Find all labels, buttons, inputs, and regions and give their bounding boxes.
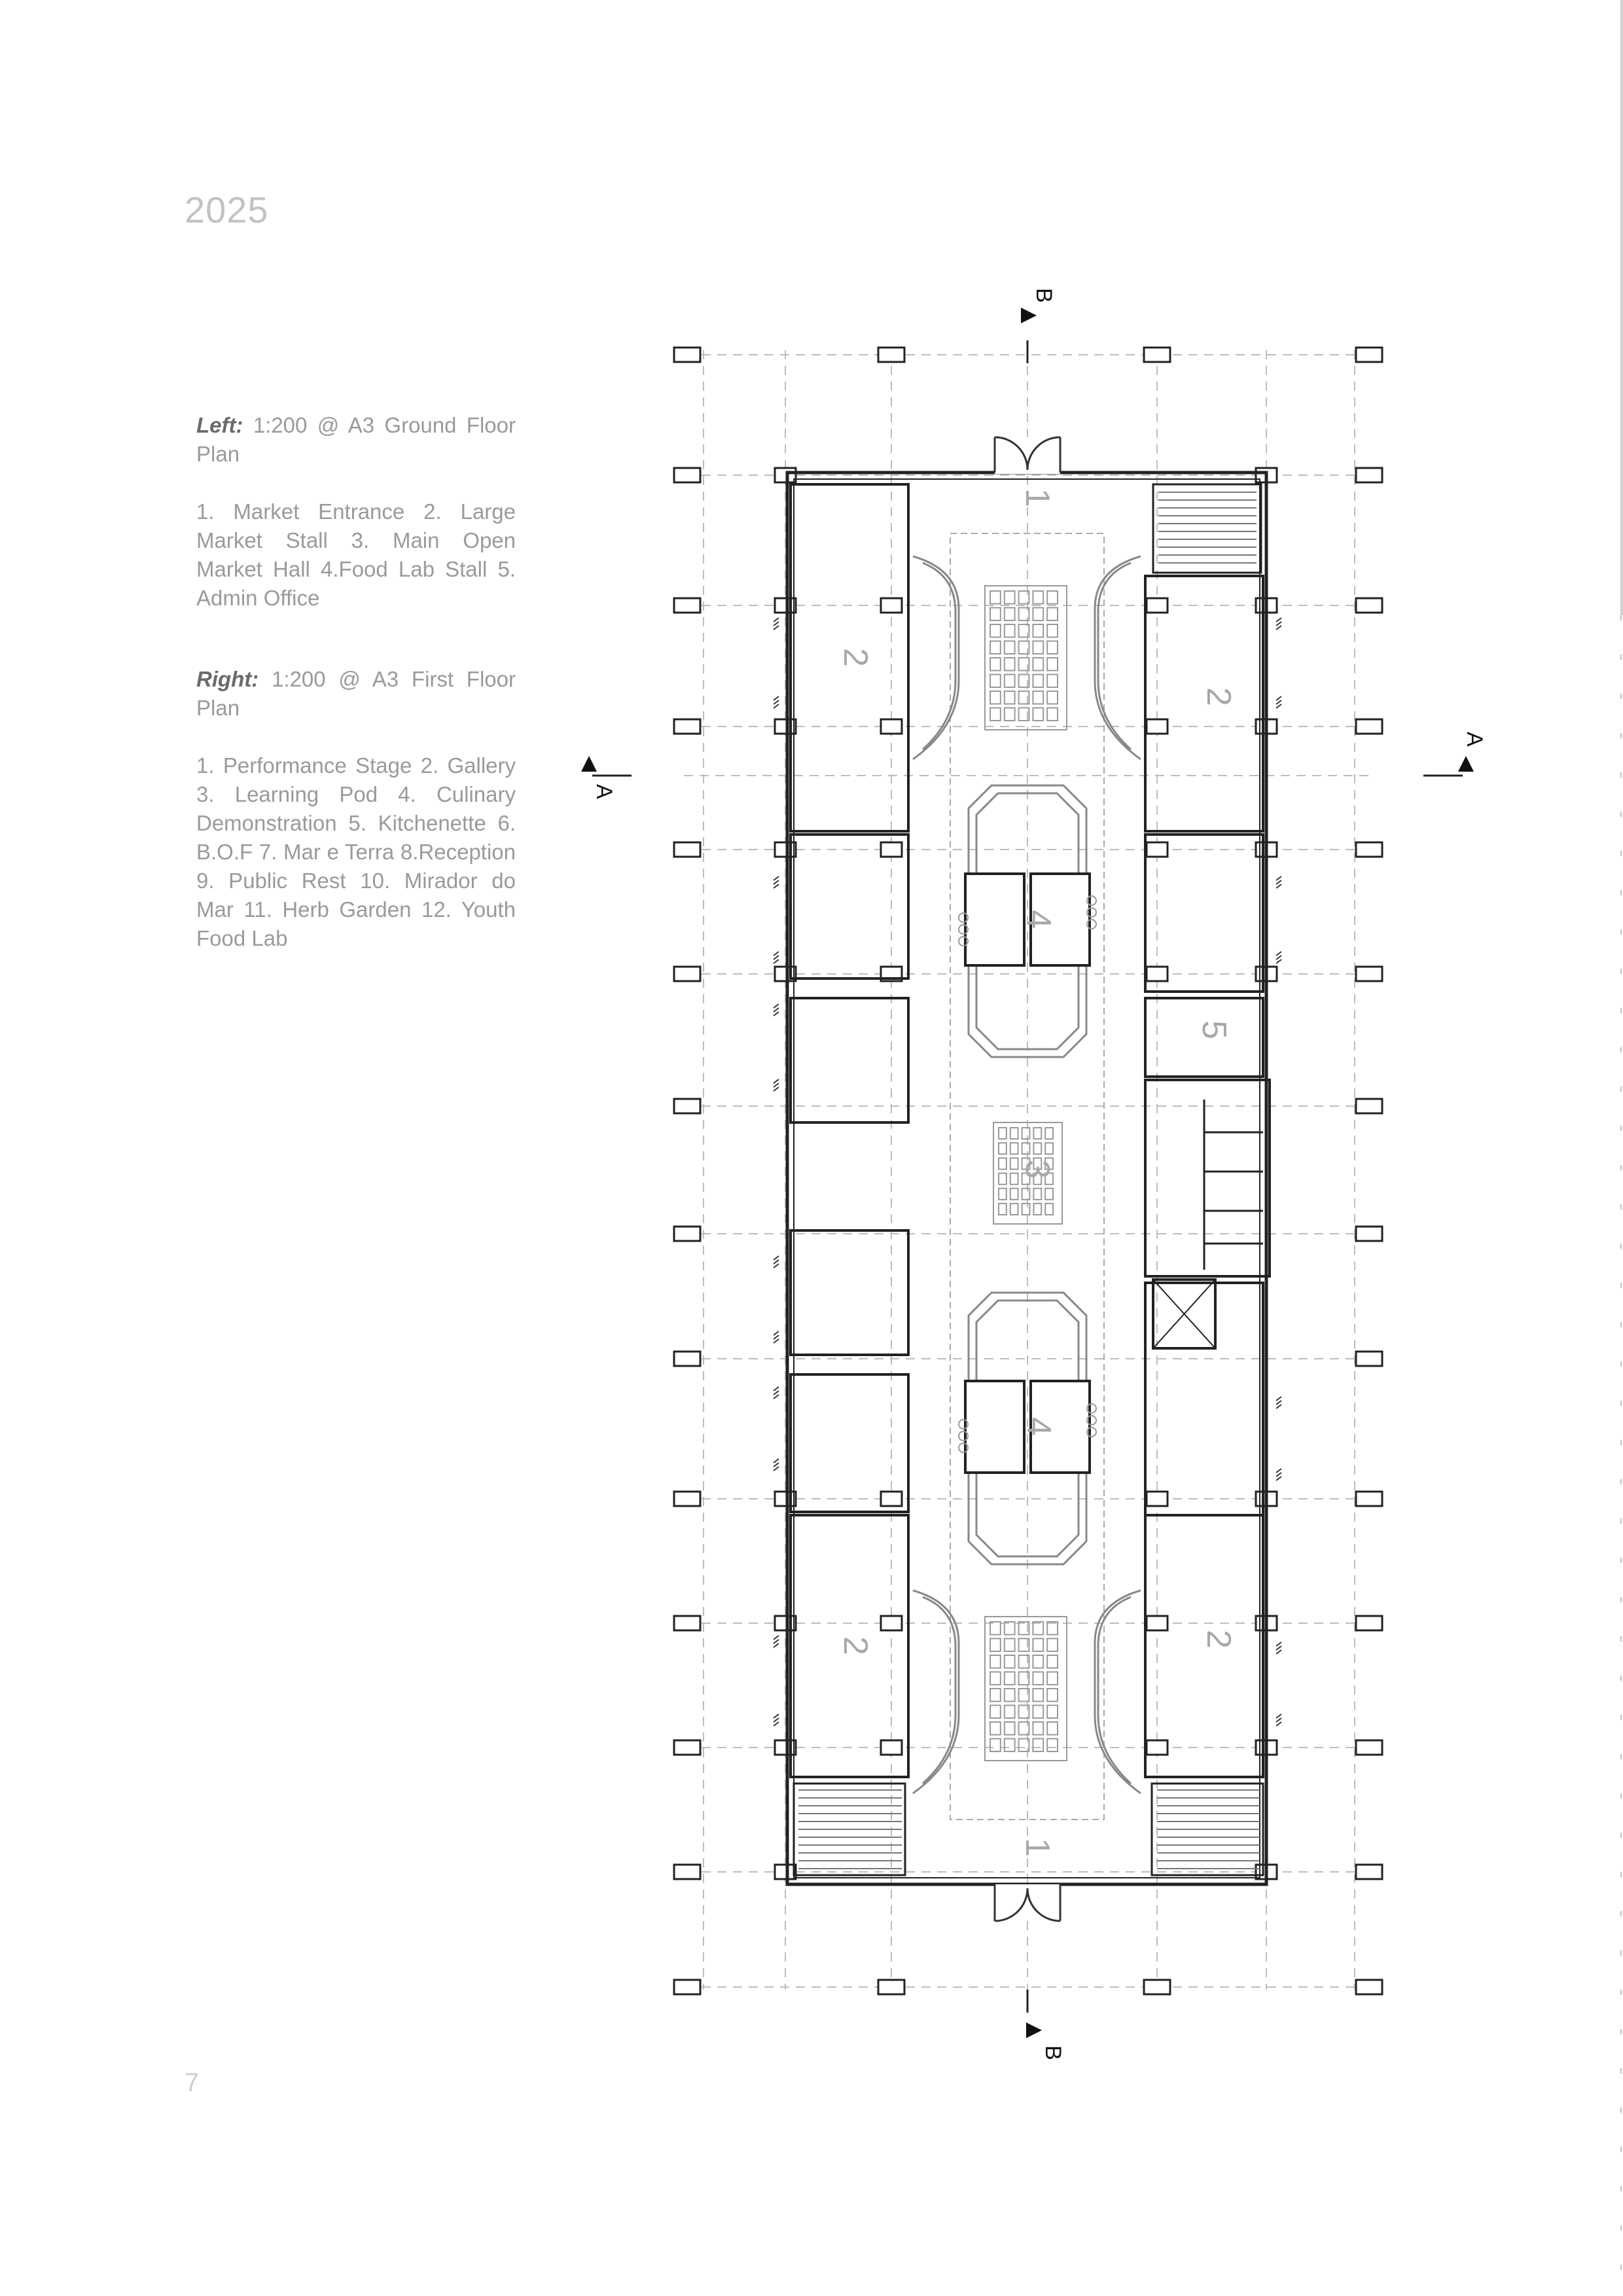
table-seat	[1047, 658, 1058, 671]
window-mark	[774, 876, 779, 888]
column-pad	[1356, 348, 1382, 362]
table-seat	[1033, 641, 1043, 655]
table-seat	[1033, 1655, 1043, 1668]
table-seat	[1005, 1689, 1015, 1702]
table-seat	[990, 1722, 1001, 1735]
table-seat	[1033, 624, 1043, 637]
table-seat	[999, 1174, 1007, 1185]
column-pad	[881, 598, 902, 613]
column-pad	[674, 842, 700, 857]
toilet-block	[1204, 1100, 1263, 1270]
window-mark	[1276, 876, 1281, 888]
column-pad	[1356, 468, 1382, 482]
table-seat	[990, 1639, 1001, 1652]
table-seat	[1033, 1672, 1043, 1685]
column-pad	[674, 1865, 700, 1879]
column-pad	[674, 1492, 700, 1506]
table-seat	[1005, 608, 1015, 621]
left-plan-heading: Left:	[196, 413, 243, 437]
section-marker-b-bottom	[1026, 1990, 1065, 2060]
column-pad	[881, 719, 902, 734]
window-mark	[774, 1714, 779, 1726]
room-number-foodlab-upper: 4	[1020, 910, 1058, 929]
column-pad	[1147, 1740, 1168, 1755]
table-seat	[990, 624, 1001, 637]
room-number-entrance-bottom: 1	[1018, 1838, 1056, 1857]
column-pad	[1147, 1492, 1168, 1506]
table-seat	[1033, 608, 1043, 621]
table-seat	[1047, 1739, 1058, 1752]
column-pad	[1356, 1099, 1382, 1113]
table-seat	[999, 1189, 1007, 1200]
column-pad	[775, 719, 796, 734]
right-plan-items: 1. Performance Stage 2. Gallery 3. Learning Pod 4. Culinary Demonstration 5. Kitchenette 6. B.O.F 7. Mar e Terra 8.Reception 9. Public Rest 10. Mirador do Mar 11. Herb Garden 12. Youth Food Lab	[196, 753, 516, 950]
table-seat	[990, 641, 1001, 655]
column-pad	[1356, 1492, 1382, 1506]
section-marker-a-right	[1423, 732, 1487, 776]
window-mark	[774, 1256, 779, 1268]
table-seat	[990, 608, 1001, 621]
table-seat	[1047, 1722, 1058, 1735]
table-seat	[1033, 1639, 1043, 1652]
table-seat	[1005, 675, 1015, 688]
table-seat	[1047, 675, 1058, 688]
section-label-a-right: A	[1462, 732, 1487, 747]
table-seat	[999, 1158, 1007, 1169]
table-seat	[1010, 1143, 1018, 1154]
column-pad	[1147, 1616, 1168, 1630]
column-pad	[775, 1740, 796, 1755]
column-pad	[775, 1865, 796, 1879]
table-seat	[1005, 641, 1015, 655]
table-seat	[1047, 708, 1058, 721]
table-seat	[1010, 1128, 1018, 1139]
table-seat	[999, 1128, 1007, 1139]
column-pad	[1356, 1865, 1382, 1879]
table-seat	[1010, 1189, 1018, 1200]
section-marker-b-top	[1021, 288, 1056, 363]
year-label: 2025	[185, 189, 269, 230]
right-plan-heading: Right:	[196, 667, 259, 691]
table-seat	[1010, 1204, 1018, 1215]
table-seat	[1047, 691, 1058, 704]
table-seat	[1045, 1143, 1053, 1154]
window-mark	[774, 696, 779, 708]
table-seat	[1033, 1128, 1041, 1139]
table-seat	[999, 1143, 1007, 1154]
column-pad	[674, 1227, 700, 1241]
table-seat	[1022, 1189, 1030, 1200]
column-pad	[878, 1980, 904, 1994]
table-seat	[1022, 1143, 1030, 1154]
table-seat	[1005, 591, 1015, 604]
table-seat	[1033, 691, 1043, 704]
table-seat	[990, 658, 1001, 671]
column-pad	[674, 719, 700, 734]
column-pad	[775, 842, 796, 857]
table-seat	[1047, 624, 1058, 637]
table-seat	[1047, 1655, 1058, 1668]
column-pad	[674, 1099, 700, 1113]
table-seat	[1033, 675, 1043, 688]
left-plan-scale: 1:200 @ A3 Ground Floor Plan	[196, 413, 516, 466]
window-mark	[1276, 618, 1281, 630]
table-seat	[990, 708, 1001, 721]
column-pad	[775, 598, 796, 613]
table-seat	[999, 1204, 1007, 1215]
section-label-b-bottom: B	[1041, 2045, 1065, 2060]
room-number-stall-lower-left: 2	[836, 1636, 874, 1655]
column-pad	[881, 842, 902, 857]
room-number-entrance-top: 1	[1018, 488, 1056, 507]
table-seat	[1033, 591, 1043, 604]
table-seat	[1005, 1655, 1015, 1668]
column-pad	[1356, 1980, 1382, 1994]
table-seat	[1047, 1639, 1058, 1652]
table-seat	[1033, 708, 1043, 721]
page-number: 7	[185, 2068, 200, 2097]
table-seat	[1047, 1672, 1058, 1685]
room-number-stall-lower-right: 2	[1200, 1630, 1238, 1649]
window-mark	[1276, 1642, 1281, 1654]
window-mark	[774, 1387, 779, 1399]
table-seat	[1047, 641, 1058, 655]
window-mark	[774, 1331, 779, 1343]
column-pad	[1356, 598, 1382, 613]
table-seat	[990, 591, 1001, 604]
table-seat	[1033, 658, 1043, 671]
table-seat	[990, 1689, 1001, 1702]
table-seat	[1005, 1639, 1015, 1652]
column-pad	[1356, 842, 1382, 857]
room-number-office: 5	[1195, 1020, 1233, 1039]
table-seat	[1033, 1722, 1043, 1735]
section-label-b-top: B	[1031, 288, 1056, 303]
section-label-a-left: A	[592, 784, 616, 799]
column-pad	[878, 348, 904, 362]
table-seat	[1047, 1706, 1058, 1719]
column-pad	[674, 468, 700, 482]
table-seat	[990, 1655, 1001, 1668]
column-pad	[1356, 719, 1382, 734]
window-mark	[774, 1636, 779, 1647]
table-seat	[1047, 608, 1058, 621]
table-seat	[1033, 1706, 1043, 1719]
table-seat	[1005, 708, 1015, 721]
column-pad	[674, 598, 700, 613]
window-mark	[1276, 1714, 1281, 1726]
table-seat	[1045, 1204, 1053, 1215]
table-seat	[990, 675, 1001, 688]
table-seat	[1005, 691, 1015, 704]
table-seat	[1005, 1706, 1015, 1719]
right-plan-scale: 1:200 @ A3 First Floor Plan	[196, 667, 516, 720]
column-pad	[775, 1492, 796, 1506]
window-mark	[1276, 1397, 1281, 1408]
column-pad	[1356, 1227, 1382, 1241]
window-mark	[1276, 952, 1281, 963]
column-pad	[1147, 719, 1168, 734]
column-pad	[1144, 1980, 1170, 1994]
column-pad	[1356, 1616, 1382, 1630]
column-pad	[1144, 348, 1170, 362]
table-seat	[1033, 1189, 1041, 1200]
room-number-hall: 3	[1018, 1160, 1056, 1179]
left-plan-items: 1. Market Entrance 2. Large Market Stall 3. Main Open Market Hall 4.Food Lab Stall 5. Admin Office	[196, 499, 516, 610]
column-pad	[881, 1616, 902, 1630]
lift-shaft	[1153, 1280, 1215, 1348]
table-seat	[1005, 658, 1015, 671]
column-pad	[1147, 598, 1168, 613]
table-seat	[1005, 1739, 1015, 1752]
window-mark	[774, 952, 779, 963]
column-pad	[1147, 967, 1168, 981]
column-pad	[881, 1740, 902, 1755]
column-pad	[674, 348, 700, 362]
table-seat	[990, 691, 1001, 704]
table-seat	[990, 1672, 1001, 1685]
column-pad	[674, 1740, 700, 1755]
table-seat	[1045, 1128, 1053, 1139]
column-pad	[1147, 842, 1168, 857]
column-pad	[1356, 967, 1382, 981]
window-mark	[1276, 696, 1281, 708]
room-number-stall-upper-right: 2	[1200, 687, 1238, 706]
window-mark	[774, 1079, 779, 1091]
column-pad	[775, 1616, 796, 1630]
section-marker-a-left	[581, 756, 632, 799]
column-pad	[674, 1352, 700, 1366]
table-seat	[1022, 1204, 1030, 1215]
table-seat	[1033, 1739, 1043, 1752]
column-pad	[1356, 1352, 1382, 1366]
room-number-foodlab-lower: 4	[1020, 1417, 1058, 1436]
column-pad	[674, 1980, 700, 1994]
table-seat	[1045, 1189, 1053, 1200]
column-pad	[674, 967, 700, 981]
table-seat	[990, 1706, 1001, 1719]
table-seat	[1005, 1722, 1015, 1735]
table-seat	[1010, 1158, 1018, 1169]
window-mark	[1276, 1469, 1281, 1480]
table-seat	[1033, 1204, 1041, 1215]
table-seat	[1005, 1672, 1015, 1685]
table-seat	[1047, 591, 1058, 604]
column-pad	[1356, 1740, 1382, 1755]
room-number-stall-upper-left: 2	[836, 648, 874, 667]
column-pad	[775, 468, 796, 482]
table-seat	[1047, 1689, 1058, 1702]
table-seat	[1033, 1689, 1043, 1702]
column-pad	[881, 1492, 902, 1506]
table-seat	[1005, 624, 1015, 637]
right-stall-rooms	[1145, 576, 1270, 1777]
table-seat	[1010, 1174, 1018, 1185]
column-pad	[674, 1616, 700, 1630]
window-mark	[774, 1459, 779, 1471]
window-mark	[774, 618, 779, 630]
table-seat	[1022, 1128, 1030, 1139]
window-mark	[774, 1004, 779, 1016]
table-seat	[990, 1739, 1001, 1752]
table-seat	[1033, 1143, 1041, 1154]
